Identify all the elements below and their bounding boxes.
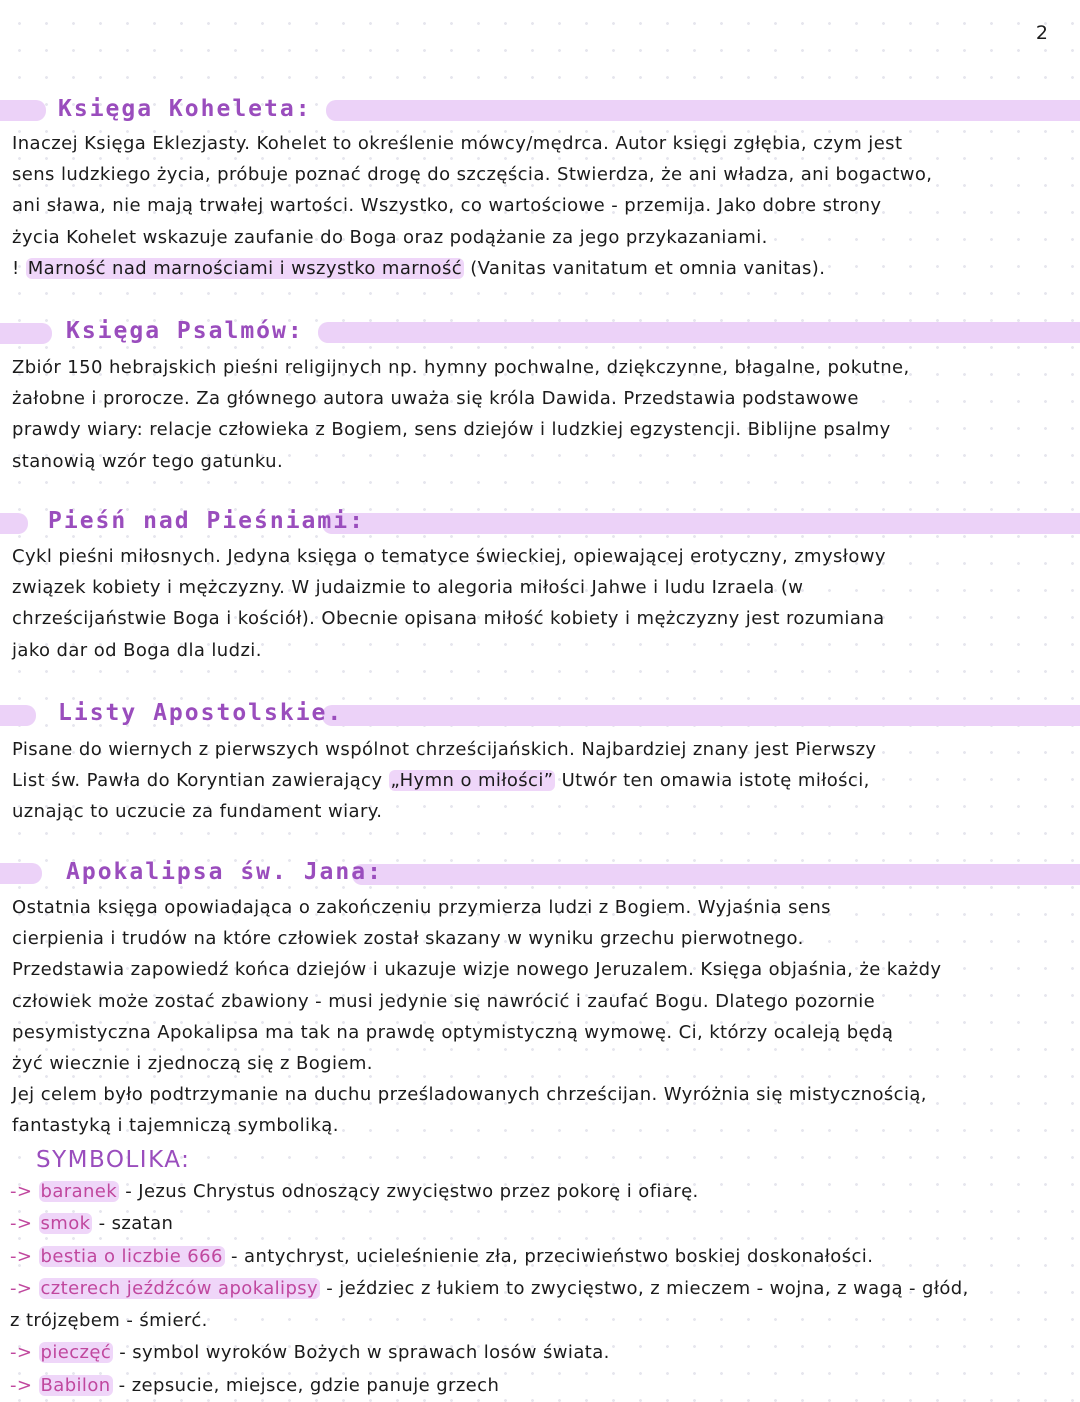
heading-highlight-left [0, 863, 42, 884]
symbol-description: - Jezus Chrystus odnoszący zwycięstwo przez pokorę i ofiarę. [125, 1181, 699, 1202]
section-body-psalmow [12, 352, 910, 477]
arrow-icon: -> [10, 1245, 33, 1267]
arrow-icon: -> [10, 1213, 33, 1235]
text-line: żałobne i prorocze. Za głównego autora uważa się króla Dawida. Przedstawia podstawowe [12, 388, 859, 410]
text-line: sens ludzkiego życia, próbuje poznać drogę do szczęścia. Stwierdza, że ani władza, ani bogactwo, [12, 164, 933, 186]
section-title-apokalipsa: Apokalipsa św. Jana: [66, 859, 383, 885]
text-line: prawdy wiary: relacje człowieka z Bogiem, sens dziejów i ludzkiej egzystencji. Biblijne psalmy [12, 419, 891, 441]
quote-line [12, 253, 932, 284]
text-line: żyć wiecznie i zjednoczą się z Bogiem. [12, 1053, 373, 1075]
list-item [10, 1273, 969, 1305]
list-item-continuation [10, 1305, 969, 1337]
text-line: Jej celem było podtrzymanie na duchu prześladowanych chrześcijan. Wyróżnia się mistycznością, [12, 1084, 927, 1106]
section-body-koheleta [12, 128, 932, 284]
section-title-listy: Listy Apostolskie. [58, 700, 344, 726]
heading-highlight-right [322, 705, 1080, 726]
heading-highlight-right [322, 513, 1080, 534]
text-line: Cykl pieśni miłosnych. Jedyna księga o tematyce świeckiej, opiewającej erotyczny, zmysłowy [12, 546, 886, 567]
arrow-icon: -> [10, 1342, 33, 1364]
arrow-icon: -> [10, 1181, 33, 1202]
symbolika-list [10, 1176, 969, 1402]
symbol-term: pieczęć [40, 1342, 112, 1364]
heading-highlight-left [0, 323, 52, 344]
quote-latin: (Vanitas vanitatum et omnia vanitas). [470, 257, 826, 279]
section-body-apokalipsa [12, 892, 941, 1142]
symbol-description: - symbol wyroków Bożych w sprawach losów świata. [119, 1342, 610, 1364]
text-line [12, 765, 876, 796]
symbol-description: - antychryst, ucieleśnienie zła, przeciwieństwo boskiej doskonałości. [231, 1245, 874, 1267]
text-line: Ostatnia księga opowiadająca o zakończeniu przymierza ludzi z Bogiem. Wyjaśnia sens [12, 897, 831, 918]
text-line: Przedstawia zapowiedź końca dziejów i ukazuje wizje nowego Jeruzalem. Księga objaśnia, że każdy [12, 959, 942, 981]
text-line: cierpienia i trudów na które człowiek został skazany w wyniku grzechu pierwotnego. [12, 928, 804, 950]
symbol-description: - zepsucie, miejsce, gdzie panuje grzech [118, 1374, 500, 1396]
symbol-term: baranek [40, 1181, 118, 1202]
list-item [10, 1208, 969, 1240]
text-segment: List św. Pawła do Koryntian zawierający [12, 770, 383, 792]
heading-highlight-right [326, 100, 1080, 121]
heading-highlight-left [0, 513, 28, 534]
list-item [10, 1370, 969, 1402]
heading-highlight-left [0, 705, 36, 726]
symbol-description: - jeździec z łukiem to zwycięstwo, z mieczem - wojna, z wagą - głód, [326, 1277, 969, 1299]
section-title-psalmow: Księga Psalmów: [66, 318, 304, 344]
text-line: Inaczej Księga Eklezjasty. Kohelet to określenie mówcy/mędrca. Autor księgi zgłębia, czym jest [12, 133, 903, 154]
text-line: człowiek może zostać zbawiony - musi jedynie się nawrócić i zaufać Bogu. Dlatego pozornie [12, 990, 876, 1012]
symbol-term: Babilon [40, 1374, 111, 1396]
text-line: związek kobiety i mężczyzny. W judaizmie to alegoria miłości Jahwe i ludu Izraela (w [12, 577, 804, 599]
arrow-icon: -> [10, 1277, 33, 1299]
text-line: chrześcijaństwie Boga i kościół). Obecnie opisana miłość kobiety i mężczyzny jest rozumiana [12, 608, 885, 630]
section-body-listy [12, 734, 876, 828]
symbol-term: smok [40, 1213, 91, 1235]
list-item [10, 1337, 969, 1369]
section-title-piesn: Pieśń nad Pieśniami: [48, 508, 365, 534]
heading-highlight-left [0, 100, 46, 121]
list-item [10, 1176, 969, 1208]
text-line: ani sława, nie mają trwałej wartości. Wszystko, co wartościowe - przemija. Jako dobre strony [12, 195, 882, 217]
text-line: Zbiór 150 hebrajskich pieśni religijnych np. hymny pochwalne, dziękczynne, błagalne, pokutne, [12, 357, 910, 378]
text-line: jako dar od Boga dla ludzi. [12, 639, 262, 661]
hymn-quote-highlight: „Hymn o miłości” [390, 770, 554, 792]
quote-highlight: Marność nad marnościami i wszystko marność [27, 257, 463, 279]
text-line: pesymistyczna Apokalipsa ma tak na prawdę optymistyczną wymowę. Ci, którzy ocaleją będą [12, 1021, 894, 1043]
section-body-piesn [12, 541, 886, 666]
symbol-description: - szatan [98, 1213, 174, 1235]
list-item [10, 1241, 969, 1273]
symbol-term: bestia o liczbie 666 [40, 1245, 223, 1267]
heading-highlight-right [352, 864, 1080, 885]
text-segment: Utwór ten omawia istotę miłości, [561, 770, 870, 792]
symbolika-title: SYMBOLIKA: [36, 1147, 191, 1173]
text-line: życia Kohelet wskazuje zaufanie do Boga oraz podążanie za jego przykazaniami. [12, 226, 768, 248]
text-line: uznając to uczucie za fundament wiary. [12, 801, 383, 823]
symbol-term: czterech jeźdźców apokalipsy [40, 1277, 319, 1299]
text-line: Pisane do wiernych z pierwszych wspólnot chrześcijańskich. Najbardziej znany jest Pierwszy [12, 739, 877, 760]
text-line: fantastyką i tajemniczą symboliką. [12, 1115, 339, 1137]
section-title-koheleta: Księga Koheleta: [58, 96, 312, 122]
symbol-description: z trójzębem - śmierć. [10, 1310, 208, 1332]
arrow-icon: -> [10, 1374, 33, 1396]
text-line: stanowią wzór tego gatunku. [12, 450, 284, 472]
page-number: 2 [1035, 22, 1048, 44]
heading-highlight-right [318, 322, 1080, 343]
exclamation-marker: ! [12, 257, 20, 279]
